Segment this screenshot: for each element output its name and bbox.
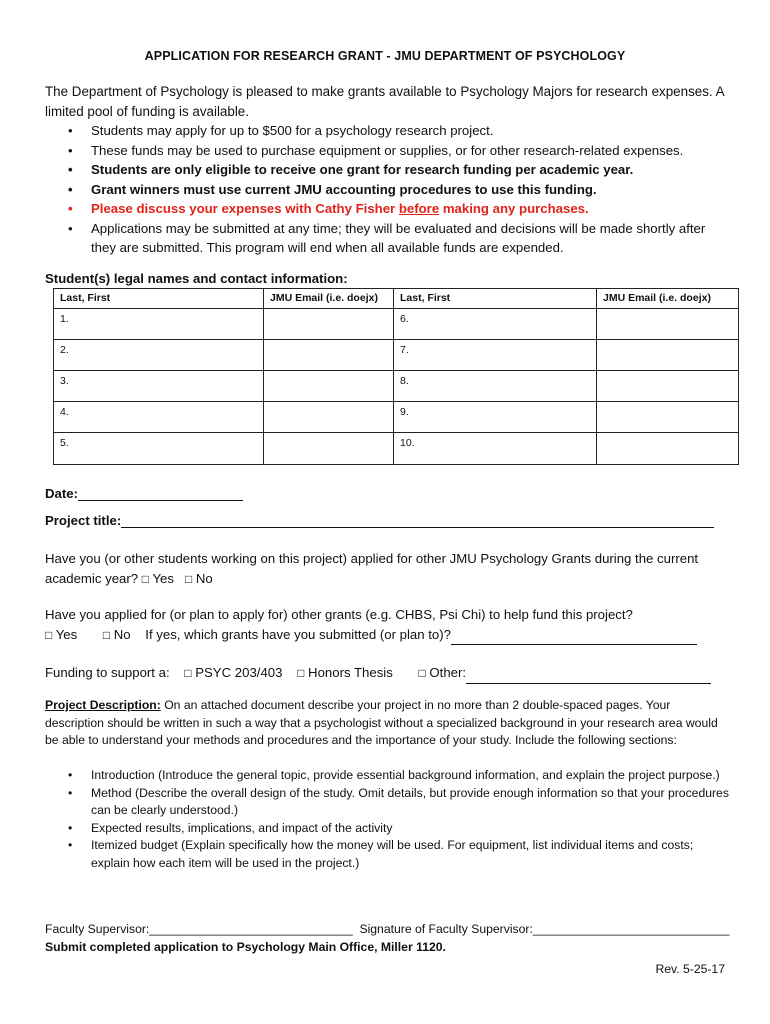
name-cell[interactable]: 5. (54, 433, 264, 465)
faculty-supervisor-field[interactable]: Faculty Supervisor:______________________________ (45, 922, 353, 936)
students-table (53, 288, 739, 465)
submit-instructions: Submit completed application to Psychology Main Office, Miller 1120. (45, 940, 446, 954)
question-other-jmu-grants: Have you (or other students working on this project) applied for other JMU Psychology Grants during the current academic year? □ Yes □ No (45, 551, 699, 586)
checkbox-icon[interactable]: □ (418, 666, 426, 680)
name-cell[interactable]: 4. (54, 402, 264, 433)
list-item-warning: • Please discuss your expenses with Cathy Fisher before making any purchases. (60, 199, 730, 219)
students-heading: Student(s) legal names and contact information: (45, 271, 348, 286)
email-cell[interactable] (597, 340, 739, 371)
checkbox-icon[interactable]: □ (184, 666, 192, 680)
checkbox-icon[interactable]: □ (184, 571, 193, 586)
list-item: • Grant winners must use current JMU accounting procedures to use this funding. (60, 180, 730, 200)
name-cell[interactable]: 9. (394, 402, 597, 433)
project-description-label: Project Description: (45, 698, 161, 712)
checkbox-icon[interactable]: □ (297, 666, 305, 680)
date-field (45, 486, 243, 501)
funding-option-honors: Honors Thesis (308, 665, 393, 680)
table-header-row (54, 289, 739, 309)
checkbox-icon[interactable]: □ (45, 627, 53, 642)
yes-option: Yes (55, 626, 78, 642)
name-cell[interactable]: 1. (54, 309, 264, 340)
checkbox-icon[interactable]: □ (102, 627, 111, 642)
name-cell[interactable]: 7. (394, 340, 597, 371)
other-grants-input[interactable] (451, 631, 697, 645)
email-cell[interactable] (597, 402, 739, 433)
project-description: Project Description: On an attached document describe your project in no more than 2 double-spaced pages. Your description should be written in such a way that a psychologist without a specialized background in your research area would be able to understand your methods and procedures and the importance of your study. Include the following sections: (45, 698, 718, 748)
faculty-signature-field[interactable]: Signature of Faculty Supervisor:_____________________________ (359, 922, 730, 936)
table-row (54, 371, 739, 402)
email-cell[interactable] (597, 371, 739, 402)
column-header: Last, First (54, 289, 264, 309)
bullet-icon: • (68, 838, 73, 853)
column-header: Last, First (394, 289, 597, 309)
bullet-icon: • (68, 162, 73, 177)
revision-date: Rev. 5-25-17 (655, 962, 725, 976)
name-cell[interactable]: 2. (54, 340, 264, 371)
list-item: • Applications may be submitted at any time; they will be evaluated and decisions will be made shortly after they are submitted. This program will end when all available funds are expended. (68, 220, 706, 255)
funding-option-other: Other: (429, 665, 467, 680)
bullet-icon: • (68, 123, 73, 138)
project-title-input[interactable] (121, 514, 714, 528)
email-cell[interactable] (597, 433, 739, 465)
bullet-icon: • (68, 201, 73, 216)
column-header: JMU Email (i.e. doejx) (597, 289, 739, 309)
signature-line (45, 922, 729, 936)
table-row (54, 340, 739, 371)
email-cell[interactable] (264, 371, 394, 402)
bullet-icon: • (68, 181, 73, 197)
intro-paragraph: The Department of Psychology is pleased to make grants available to Psychology Majors for research expenses. A limited pool of funding is available. (45, 84, 724, 119)
question-other-grants: Have you applied for (or plan to apply for) other grants (e.g. CHBS, Psi Chi) to help fund this project? □ Yes □ No If yes, which grants have you submitted (or plan to)? (45, 605, 735, 645)
table-row (54, 433, 739, 465)
list-item: • Method (Describe the overall design of the study. Omit details, but provide enough information so that your procedures can be clearly understood.) (68, 785, 729, 818)
email-cell[interactable] (597, 309, 739, 340)
bullet-icon: • (68, 820, 73, 835)
email-cell[interactable] (264, 402, 394, 433)
project-title-label: Project title: (45, 513, 122, 528)
no-option: No (113, 626, 131, 642)
sections-list (60, 767, 730, 873)
list-item: • Introduction (Introduce the general topic, provide essential background information, and explain the project purpose.) (60, 767, 730, 785)
list-item: • These funds may be used to purchase equipment or supplies, or for other research-related expenses. (60, 141, 730, 161)
email-cell[interactable] (264, 340, 394, 371)
eligibility-list (60, 121, 730, 258)
project-title-field (45, 513, 714, 528)
list-item: • Students are only eligible to receive one grant for research funding per academic year. (60, 160, 730, 180)
date-label: Date: (45, 486, 78, 501)
email-cell[interactable] (264, 309, 394, 340)
bullet-icon: • (68, 785, 73, 800)
no-option: No (195, 570, 213, 586)
funding-row: Funding to support a: □ PSYC 203/403 □ Honors Thesis □ Other: (45, 663, 735, 684)
name-cell[interactable]: 6. (394, 309, 597, 340)
form-title: APPLICATION FOR RESEARCH GRANT - JMU DEPARTMENT OF PSYCHOLOGY (144, 49, 626, 63)
name-cell[interactable]: 3. (54, 371, 264, 402)
name-cell[interactable]: 8. (394, 371, 597, 402)
bullet-icon: • (68, 768, 73, 782)
list-item: • Expected results, implications, and impact of the activity (60, 820, 730, 838)
column-header: JMU Email (i.e. doejx) (264, 289, 394, 309)
name-cell[interactable]: 10. (394, 433, 597, 465)
list-item: • Itemized budget (Explain specifically how the money will be used. For equipment, list individual items and costs; explain how each item will be used in the project.) (68, 838, 694, 870)
bullet-icon: • (68, 142, 73, 158)
bullet-icon: • (68, 220, 73, 236)
email-cell[interactable] (264, 433, 394, 465)
yes-option: Yes (152, 570, 174, 586)
list-item: • Students may apply for up to $500 for a psychology research project. (60, 121, 730, 141)
other-funding-input[interactable] (466, 670, 711, 684)
table-row (54, 309, 739, 340)
date-input[interactable] (78, 487, 243, 501)
funding-option-psyc: PSYC 203/403 (195, 665, 283, 680)
table-row (54, 402, 739, 433)
checkbox-icon[interactable]: □ (141, 571, 150, 586)
